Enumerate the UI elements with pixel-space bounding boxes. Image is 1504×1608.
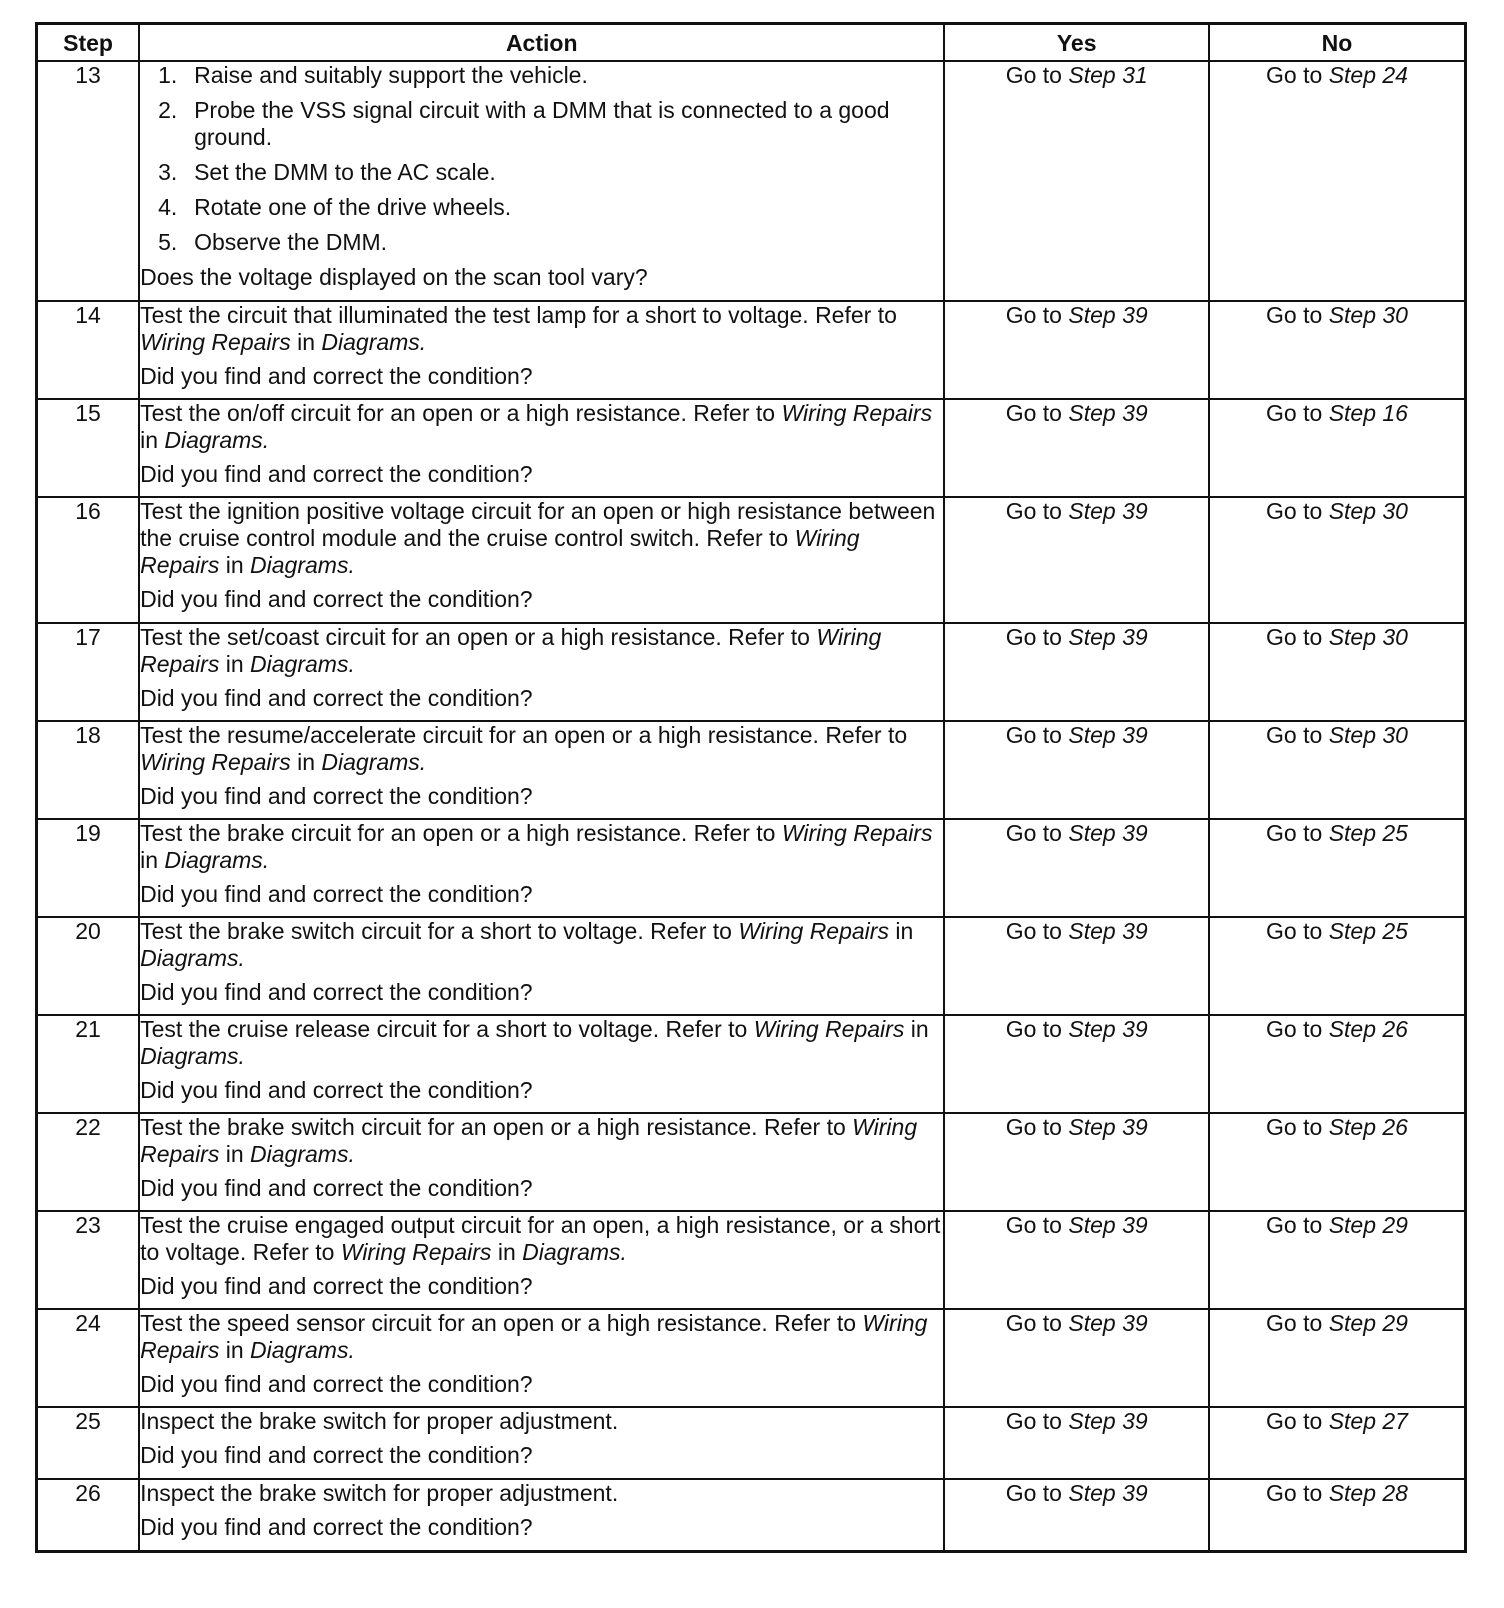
- yes-result: [944, 1015, 1209, 1113]
- goto-step-ref: Step 39: [1068, 1408, 1148, 1434]
- table-row-step-16: [37, 497, 1466, 623]
- instruction-text: in: [219, 1337, 251, 1363]
- action-step-item: [140, 194, 943, 221]
- table-row-step-20: [37, 917, 1466, 1015]
- yes-result: [944, 1113, 1209, 1211]
- instruction-text: Test the speed sensor circuit for an open or a high resistance. Refer to: [140, 1310, 863, 1336]
- reference-text: Diagrams.: [522, 1239, 627, 1265]
- reference-text: Diagrams.: [140, 945, 245, 971]
- goto-prefix: Go to: [1266, 1480, 1329, 1506]
- goto-prefix: Go to: [1266, 1310, 1329, 1336]
- header-row: [37, 24, 1466, 62]
- action-instruction: [140, 302, 943, 356]
- action-cell: [139, 721, 944, 819]
- action-instruction: [140, 498, 943, 579]
- action-instruction: [140, 624, 943, 678]
- goto-step-ref: Step 39: [1068, 820, 1148, 846]
- goto-prefix: Go to: [1005, 62, 1069, 88]
- action-question: Did you find and correct the condition?: [140, 1371, 533, 1397]
- goto-prefix: Go to: [1005, 1408, 1069, 1434]
- goto-step-ref: Step 39: [1068, 400, 1148, 426]
- action-question: Did you find and correct the condition?: [140, 1273, 533, 1299]
- action-cell: [139, 1211, 944, 1309]
- reference-text: Wiring Repairs: [781, 400, 933, 426]
- table-row-step-21: [37, 1015, 1466, 1113]
- instruction-text: in: [140, 427, 165, 453]
- action-instruction: [140, 820, 943, 874]
- action-instruction: [140, 1310, 943, 1364]
- diagnostic-table: [35, 22, 1467, 1553]
- action-step-text: Raise and suitably support the vehicle.: [194, 62, 588, 88]
- action-cell: [139, 623, 944, 721]
- goto-prefix: Go to: [1266, 1408, 1329, 1434]
- yes-result: [944, 1407, 1209, 1479]
- step-number: 14: [37, 301, 140, 399]
- no-result: [1209, 721, 1465, 819]
- action-question: Did you find and correct the condition?: [140, 685, 533, 711]
- goto-prefix: Go to: [1266, 400, 1329, 426]
- goto-step-ref: Step 39: [1068, 1114, 1148, 1140]
- no-result: [1209, 1479, 1465, 1551]
- action-instruction: [140, 1480, 943, 1507]
- goto-step-ref: Step 26: [1328, 1016, 1408, 1042]
- action-step-number: 1.: [158, 62, 178, 88]
- step-number: 18: [37, 721, 140, 819]
- action-step-text: Set the DMM to the AC scale.: [194, 159, 496, 185]
- instruction-text: in: [140, 847, 165, 873]
- reference-text: Diagrams.: [164, 427, 270, 453]
- reference-text: Diagrams.: [250, 552, 355, 578]
- instruction-text: Inspect the brake switch for proper adjustment.: [140, 1480, 619, 1506]
- goto-prefix: Go to: [1005, 1212, 1069, 1238]
- yes-result: [944, 1309, 1209, 1407]
- action-step-text: Rotate one of the drive wheels.: [194, 194, 512, 220]
- action-step-number: 4.: [158, 194, 178, 220]
- goto-prefix: Go to: [1005, 1016, 1069, 1042]
- yes-result: [944, 1479, 1209, 1551]
- goto-step-ref: Step 16: [1328, 400, 1408, 426]
- action-step-number: 2.: [158, 97, 178, 123]
- goto-step-ref: Step 31: [1068, 62, 1148, 88]
- yes-result: [944, 497, 1209, 623]
- action-cell: [139, 1479, 944, 1551]
- goto-prefix: Go to: [1005, 1310, 1069, 1336]
- action-steps-list: [140, 62, 943, 256]
- table-row-step-23: [37, 1211, 1466, 1309]
- no-result: [1209, 61, 1465, 301]
- goto-step-ref: Step 25: [1328, 918, 1408, 944]
- goto-step-ref: Step 39: [1068, 1480, 1148, 1506]
- goto-prefix: Go to: [1266, 820, 1329, 846]
- action-step-text: Probe the VSS signal circuit with a DMM that is connected to a good ground.: [194, 97, 890, 150]
- table-row-step-14: [37, 301, 1466, 399]
- reference-text: Wiring Repairs: [140, 329, 291, 355]
- no-result: [1209, 1015, 1465, 1113]
- instruction-text: in: [290, 329, 322, 355]
- goto-step-ref: Step 30: [1328, 722, 1408, 748]
- action-step-item: [140, 97, 943, 151]
- action-question: Does the voltage displayed on the scan tool vary?: [140, 264, 648, 290]
- header-no: No: [1209, 24, 1465, 62]
- action-cell: [139, 819, 944, 917]
- reference-text: Diagrams.: [140, 1043, 245, 1069]
- action-cell: [139, 1113, 944, 1211]
- action-question: Did you find and correct the condition?: [140, 461, 533, 487]
- action-cell: [139, 1015, 944, 1113]
- goto-prefix: Go to: [1005, 1480, 1069, 1506]
- no-result: [1209, 301, 1465, 399]
- table-row-step-26: [37, 1479, 1466, 1551]
- action-instruction: [140, 1212, 943, 1266]
- no-result: [1209, 819, 1465, 917]
- reference-text: Wiring Repairs: [140, 525, 860, 578]
- no-result: [1209, 497, 1465, 623]
- yes-result: [944, 301, 1209, 399]
- step-number: 20: [37, 917, 140, 1015]
- table-row-step-19: [37, 819, 1466, 917]
- reference-text: Diagrams.: [164, 847, 270, 873]
- goto-step-ref: Step 30: [1328, 498, 1408, 524]
- reference-text: Wiring Repairs: [340, 1239, 492, 1265]
- action-question: Did you find and correct the condition?: [140, 1514, 533, 1540]
- no-result: [1209, 1211, 1465, 1309]
- action-question: Did you find and correct the condition?: [140, 979, 533, 1005]
- header-yes: Yes: [944, 24, 1209, 62]
- goto-prefix: Go to: [1005, 498, 1069, 524]
- action-question: Did you find and correct the condition?: [140, 1442, 533, 1468]
- step-number: 25: [37, 1407, 140, 1479]
- instruction-text: Inspect the brake switch for proper adjustment.: [140, 1408, 619, 1434]
- goto-prefix: Go to: [1005, 400, 1069, 426]
- yes-result: [944, 399, 1209, 497]
- goto-step-ref: Step 25: [1328, 820, 1408, 846]
- no-result: [1209, 1309, 1465, 1407]
- instruction-text: Test the brake circuit for an open or a high resistance. Refer to: [140, 820, 782, 846]
- action-step-item: [140, 229, 943, 256]
- goto-step-ref: Step 39: [1068, 1310, 1148, 1336]
- reference-text: Diagrams.: [250, 1141, 355, 1167]
- yes-result: [944, 819, 1209, 917]
- header-action: Action: [139, 24, 944, 62]
- instruction-text: Test the brake switch circuit for a short to voltage. Refer to: [140, 918, 739, 944]
- reference-text: Diagrams.: [250, 651, 355, 677]
- reference-text: Wiring Repairs: [140, 1310, 928, 1363]
- step-number: 15: [37, 399, 140, 497]
- instruction-text: in: [491, 1239, 523, 1265]
- table-row-step-17: [37, 623, 1466, 721]
- instruction-text: Test the circuit that illuminated the test lamp for a short to voltage. Refer to: [140, 302, 897, 328]
- reference-text: Wiring Repairs: [140, 749, 291, 775]
- action-cell: [139, 399, 944, 497]
- goto-step-ref: Step 26: [1328, 1114, 1408, 1140]
- table-row-step-13: [37, 61, 1466, 301]
- instruction-text: in: [219, 651, 251, 677]
- reference-text: Diagrams.: [250, 1337, 355, 1363]
- no-result: [1209, 623, 1465, 721]
- goto-prefix: Go to: [1005, 624, 1069, 650]
- goto-step-ref: Step 39: [1068, 918, 1148, 944]
- action-question: Did you find and correct the condition?: [140, 1077, 533, 1103]
- step-number: 21: [37, 1015, 140, 1113]
- no-result: [1209, 917, 1465, 1015]
- reference-text: Diagrams.: [321, 749, 427, 775]
- action-instruction: [140, 400, 943, 454]
- goto-step-ref: Step 39: [1068, 1212, 1148, 1238]
- action-instruction: [140, 918, 943, 972]
- action-question: Did you find and correct the condition?: [140, 1175, 533, 1201]
- yes-result: [944, 623, 1209, 721]
- goto-step-ref: Step 28: [1328, 1480, 1408, 1506]
- goto-step-ref: Step 29: [1328, 1212, 1408, 1238]
- no-result: [1209, 399, 1465, 497]
- step-number: 26: [37, 1479, 140, 1551]
- reference-text: Wiring Repairs: [753, 1016, 905, 1042]
- goto-step-ref: Step 30: [1328, 302, 1408, 328]
- goto-prefix: Go to: [1266, 1016, 1329, 1042]
- goto-step-ref: Step 29: [1328, 1310, 1408, 1336]
- instruction-text: in: [219, 1141, 251, 1167]
- step-number: 23: [37, 1211, 140, 1309]
- table-row-step-15: [37, 399, 1466, 497]
- no-result: [1209, 1113, 1465, 1211]
- reference-text: Wiring Repairs: [781, 820, 933, 846]
- instruction-text: Test the on/off circuit for an open or a high resistance. Refer to: [140, 400, 782, 426]
- goto-prefix: Go to: [1005, 820, 1069, 846]
- goto-step-ref: Step 39: [1068, 498, 1148, 524]
- goto-prefix: Go to: [1005, 1114, 1069, 1140]
- goto-step-ref: Step 39: [1068, 1016, 1148, 1042]
- action-step-item: [140, 159, 943, 186]
- reference-text: Diagrams.: [321, 329, 427, 355]
- goto-prefix: Go to: [1266, 498, 1329, 524]
- action-question: Did you find and correct the condition?: [140, 783, 533, 809]
- header-step: Step: [37, 24, 140, 62]
- yes-result: [944, 721, 1209, 819]
- instruction-text: Test the resume/accelerate circuit for an open or a high resistance. Refer to: [140, 722, 908, 748]
- step-number: 16: [37, 497, 140, 623]
- goto-prefix: Go to: [1266, 302, 1329, 328]
- table-body: [37, 61, 1466, 1551]
- table-row-step-22: [37, 1113, 1466, 1211]
- reference-text: Wiring Repairs: [140, 624, 882, 677]
- goto-prefix: Go to: [1266, 722, 1329, 748]
- action-cell: [139, 1407, 944, 1479]
- step-number: 17: [37, 623, 140, 721]
- action-cell: [139, 301, 944, 399]
- action-cell: [139, 497, 944, 623]
- goto-step-ref: Step 39: [1068, 302, 1148, 328]
- action-instruction: [140, 722, 943, 776]
- instruction-text: in: [219, 552, 251, 578]
- action-question: Did you find and correct the condition?: [140, 881, 533, 907]
- table-row-step-24: [37, 1309, 1466, 1407]
- goto-prefix: Go to: [1266, 624, 1329, 650]
- instruction-text: Test the cruise release circuit for a short to voltage. Refer to: [140, 1016, 754, 1042]
- goto-prefix: Go to: [1266, 1114, 1329, 1140]
- table-row-step-25: [37, 1407, 1466, 1479]
- goto-prefix: Go to: [1266, 918, 1329, 944]
- action-instruction: [140, 1408, 943, 1435]
- action-step-number: 5.: [158, 229, 178, 255]
- goto-prefix: Go to: [1266, 62, 1329, 88]
- action-cell: [139, 917, 944, 1015]
- goto-prefix: Go to: [1005, 302, 1069, 328]
- goto-prefix: Go to: [1005, 918, 1069, 944]
- goto-step-ref: Step 24: [1328, 62, 1408, 88]
- step-number: 19: [37, 819, 140, 917]
- goto-step-ref: Step 39: [1068, 624, 1148, 650]
- action-step-number: 3.: [158, 159, 178, 185]
- instruction-text: in: [888, 918, 914, 944]
- goto-prefix: Go to: [1266, 1212, 1329, 1238]
- action-step-text: Observe the DMM.: [194, 229, 388, 255]
- goto-step-ref: Step 39: [1068, 722, 1148, 748]
- yes-result: [944, 1211, 1209, 1309]
- goto-step-ref: Step 30: [1328, 624, 1408, 650]
- step-number: 22: [37, 1113, 140, 1211]
- action-instruction: [140, 1016, 943, 1070]
- reference-text: Wiring Repairs: [140, 1114, 918, 1167]
- goto-step-ref: Step 27: [1328, 1408, 1408, 1434]
- instruction-text: Test the ignition positive voltage circuit for an open or high resistance between the cruise control module and the cruise control switch. Refer to: [140, 498, 936, 551]
- reference-text: Wiring Repairs: [738, 918, 889, 944]
- action-instruction: [140, 1114, 943, 1168]
- action-cell: [139, 61, 944, 301]
- instruction-text: in: [904, 1016, 929, 1042]
- yes-result: [944, 917, 1209, 1015]
- step-number: 24: [37, 1309, 140, 1407]
- action-question: Did you find and correct the condition?: [140, 586, 533, 612]
- instruction-text: Test the set/coast circuit for an open or a high resistance. Refer to: [140, 624, 817, 650]
- yes-result: [944, 61, 1209, 301]
- instruction-text: Test the cruise engaged output circuit for an open, a high resistance, or a short to voltage. Refer to: [140, 1212, 941, 1265]
- table-row-step-18: [37, 721, 1466, 819]
- action-question: Did you find and correct the condition?: [140, 363, 533, 389]
- instruction-text: Test the brake switch circuit for an open or a high resistance. Refer to: [140, 1114, 853, 1140]
- action-step-item: [140, 62, 943, 89]
- goto-prefix: Go to: [1005, 722, 1069, 748]
- no-result: [1209, 1407, 1465, 1479]
- action-cell: [139, 1309, 944, 1407]
- step-number: 13: [37, 61, 140, 301]
- instruction-text: in: [290, 749, 322, 775]
